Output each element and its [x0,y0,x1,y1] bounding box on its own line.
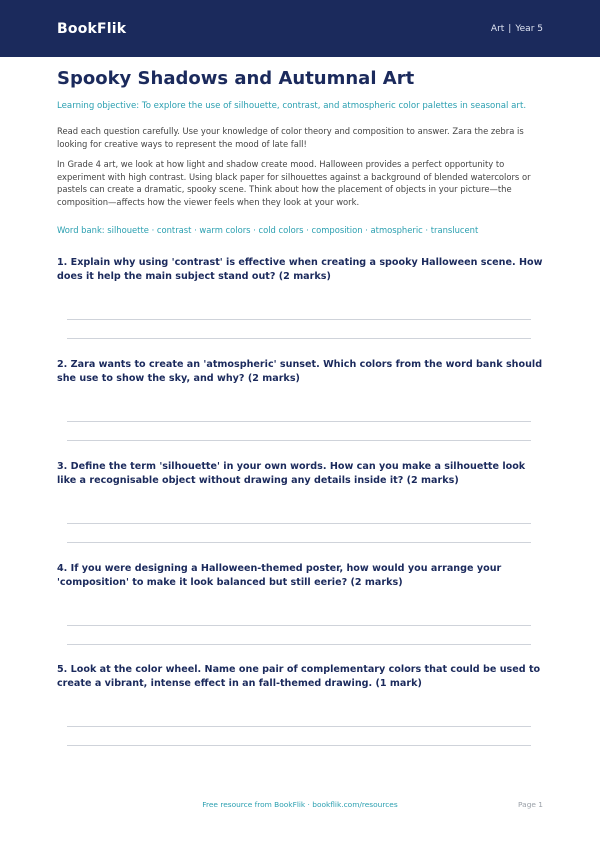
answer-line[interactable] [67,625,531,626]
question-text: 1. Explain why using 'contrast' is effective when creating a spooky Halloween scene. How does it help the main subject stand out? (2 marks) [57,257,543,282]
meta-separator: | [508,23,512,34]
answer-line[interactable] [67,319,531,320]
subject-label: Art [490,23,505,34]
question-text: 3. Define the term 'silhouette' in your own words. How can you make a silhouette look like a recognisable object without drawing any details inside it? (2 marks) [57,461,526,486]
question-text: 2. Zara wants to create an 'atmospheric' sunset. Which colors from the word bank should she use to show the sky, and why? (2 marks) [57,359,543,384]
year-label: Year 5 [515,23,543,34]
answer-line[interactable] [67,542,531,543]
answer-line[interactable] [67,440,531,441]
answer-line[interactable] [67,338,531,339]
intro-instructions: Read each question carefully. Use your knowledge of color theory and composition to answer. Zara the zebra is looking for creative ways to represent the mood of late fall! [57,126,524,149]
page-title: Spooky Shadows and Autumnal Art [57,68,415,89]
answer-line[interactable] [67,644,531,645]
answer-line[interactable] [67,726,531,727]
page-number: Page 1 [518,800,543,809]
question-5 [57,663,543,690]
resource-link[interactable]: Free resource from BookFlik · bookflik.com/resources [202,800,398,809]
page-footer [0,800,600,814]
brand-logo[interactable]: BookFlik [57,20,127,37]
intro-context: In Grade 4 art, we look at how light and shadow create mood. Halloween provides a perfect opportunity to experiment with high contrast. Using black paper for silhouettes against a background of blended watercolors or pastels can create a dramatic, spooky scene. Think about how the placement of objects in your picture—the composition—affects how the viewer feels when they look at your work. [57,159,531,207]
subject-year-label [491,24,543,34]
question-text: 5. Look at the color wheel. Name one pair of complementary colors that could be used to create a vibrant, intense effect in an fall-themed drawing. (1 mark) [57,664,541,689]
question-text: 4. If you were designing a Halloween-themed poster, how would you arrange your 'composition' to make it look balanced but still eerie? (2 marks) [57,563,502,588]
header-bar [0,0,600,57]
question-1 [57,256,543,283]
answer-line[interactable] [67,421,531,422]
question-4 [57,562,543,589]
word-bank: Word bank: silhouette · contrast · warm colors · cold colors · composition · atmospheric · translucent [57,225,479,235]
question-3 [57,460,543,487]
learning-objective: Learning objective: To explore the use of silhouette, contrast, and atmospheric color palettes in seasonal art. [57,101,527,111]
answer-line[interactable] [67,745,531,746]
answer-line[interactable] [67,523,531,524]
question-2 [57,358,543,385]
